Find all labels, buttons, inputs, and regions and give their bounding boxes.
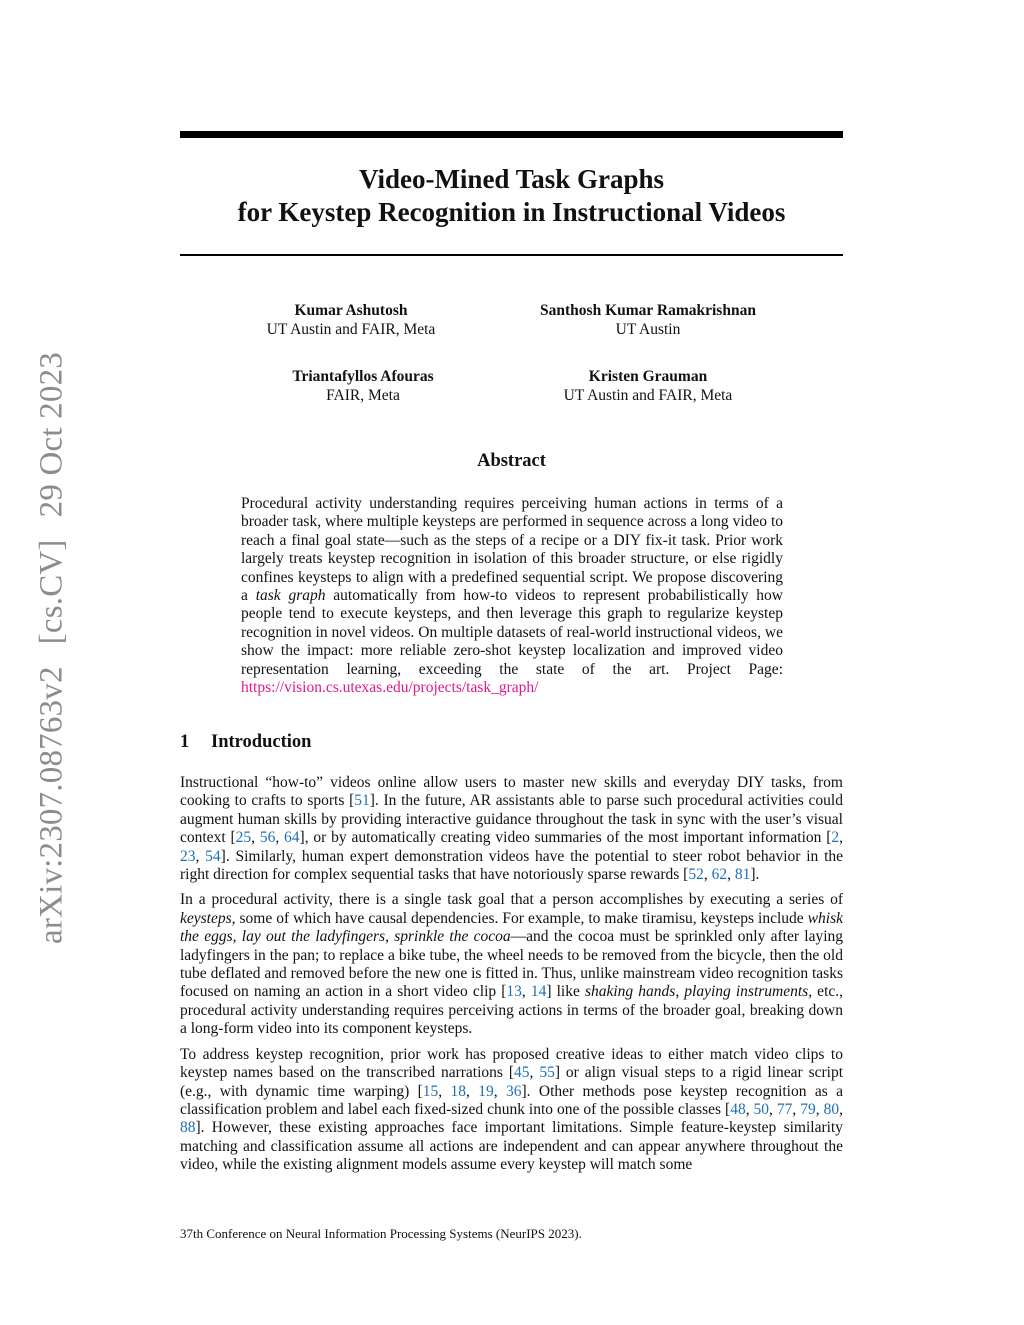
title-top-rule [180,131,843,138]
citation-link[interactable]: 36 [506,1082,522,1100]
paragraph: In a procedural activity, there is a single task goal that a person accomplishes by executing a series of keysteps, some of which have causal dependencies. For example, to make tiramisu, keysteps include whisk the eggs, lay out the ladyfingers, sprinkle the cocoa—and the cocoa must be sprinkled only after laying ladyfingers in the pan; to replace a bike tube, the wheel needs to be removed from the bicycle, then the old tube deflated and removed before the new one is fitted in. Thus, unlike mainstream video recognition tasks focused on naming an action in a short video clip [13, 14] like shaking hands, playing instruments, etc., procedural activity understanding requires perceiving actions in terms of the broader goal, breaking down a long-form video into its component keysteps. [180,891,844,1038]
emphasis: task graph [255,587,326,605]
arxiv-sidebar-stamp [34,352,71,944]
citation-link[interactable]: 23 [180,847,196,865]
author-affiliation: UT Austin and FAIR, Meta [563,387,733,404]
section-title: Introduction [211,732,312,752]
emphasis: whisk the eggs [180,909,843,946]
citation-link[interactable]: 51 [354,792,370,810]
citation-link[interactable]: 48 [730,1100,746,1118]
author-block [240,301,462,339]
author-name: Kumar Ashutosh [294,302,408,319]
citation-link[interactable]: 18 [450,1082,467,1100]
introduction-body [180,774,843,1182]
author-affiliation: UT Austin and FAIR, Meta [266,321,436,338]
author-name: Kristen Grauman [588,368,708,385]
citation-link[interactable]: 55 [539,1064,555,1082]
citation-link[interactable]: 56 [259,829,276,847]
emphasis: shaking hands [584,983,676,1001]
author-name: Triantafyllos Afouras [292,368,434,385]
author-name: Santhosh Kumar Ramakrishnan [540,302,756,319]
title-line-1: Video-Mined Task Graphs [358,164,665,194]
citation-link[interactable]: 2 [831,829,840,847]
project-page-link[interactable]: https://vision.cs.utexas.edu/projects/task_graph/ [241,679,539,697]
arxiv-date: 29 Oct 2023 [33,352,70,518]
title-bottom-rule [180,254,843,256]
author-block [517,367,779,405]
citation-link[interactable]: 80 [823,1100,840,1118]
citation-link[interactable]: 14 [530,983,547,1001]
arxiv-id: arXiv:2307.08763v2 [33,666,70,944]
author-affiliation: UT Austin [615,321,681,338]
author-affiliation: FAIR, Meta [326,387,400,404]
emphasis: playing instruments [684,983,809,1001]
citation-link[interactable]: 15 [422,1082,439,1100]
paragraph: To address keystep recognition, prior work has proposed creative ideas to either match video clips to keystep names based on the transcribed narrations [45, 55] or align visual steps to a rigid linear script (e.g., with dynamic time warping) [15, 18, 19, 36]. Other methods pose keystep recognition as a classification problem and label each fixed-sized chunk into one of the possible classes [48, 50, 77, 79, 80, 88]. However, these existing approaches face important limitations. Simple feature-keystep similarity matching and classification assume all actions are independent and can appear anywhere throughout the video, while the existing alignment models assume every keystep will match some [180,1045,844,1174]
citation-link[interactable]: 25 [235,829,252,847]
abstract-text: Procedural activity understanding requires perceiving human actions in terms of a broader task, where multiple keysteps are performed in sequence across a long video to reach a final goal state—such as the steps of a recipe or a DIY fix-it task. Prior work largely treats keystep recognition in isolation of this broader structure, or else rigidly confines keysteps to align with a predefined sequential script. We propose discovering a task graph automatically from how-to videos to represent probabilistically how people tend to execute keysteps, and then leverage this graph to regularize keystep recognition in novel videos. On multiple datasets of real-world instructional videos, we show the impact: more reliable zero-shot keystep localization and improved video representation learning, exceeding the state of the art. Project Page: https://vision.cs.utexas.edu/projects/task_graph/ [241,495,783,697]
abstract-heading: Abstract [477,451,546,471]
citation-link[interactable]: 79 [800,1100,816,1118]
section-heading [180,732,311,753]
citation-link[interactable]: 54 [205,847,221,865]
author-block [517,301,779,339]
emphasis: sprinkle the cocoa [394,928,511,946]
emphasis: keysteps [180,909,232,927]
citation-link[interactable]: 64 [284,829,300,847]
citation-link[interactable]: 19 [478,1082,494,1100]
title-line-2: for Keystep Recognition in Instructional Videos [237,197,786,227]
citation-link[interactable]: 13 [506,983,522,1001]
emphasis: lay out the ladyfingers [241,928,386,946]
citation-link[interactable]: 88 [180,1119,196,1137]
citation-link[interactable]: 81 [734,866,751,884]
citation-link[interactable]: 52 [688,866,704,884]
author-block [240,367,486,405]
paragraph: Instructional “how-to” videos online allow users to master new skills and everyday DIY tasks, from cooking to crafts to sports [51]. In the future, AR assistants able to parse such procedural activities could augment human skills by providing interactive guidance throughout the task in sync with the user’s visual context [25, 56, 64], or by automatically creating video summaries of the most important information [2, 23, 54]. Similarly, human expert demonstration videos have the potential to steer robot behavior in the right direction for complex sequential tasks that have notoriously sparse rewards [52, 62, 81]. [180,774,844,884]
paper-title [180,163,843,229]
citation-link[interactable]: 45 [514,1064,530,1082]
citation-link[interactable]: 50 [753,1100,770,1118]
section-number: 1 [180,732,190,752]
citation-link[interactable]: 77 [776,1100,793,1118]
arxiv-category: [cs.CV] [33,539,70,645]
citation-link[interactable]: 62 [711,866,728,884]
conference-footnote: 37th Conference on Neural Information Processing Systems (NeurIPS 2023). [180,1226,582,1241]
